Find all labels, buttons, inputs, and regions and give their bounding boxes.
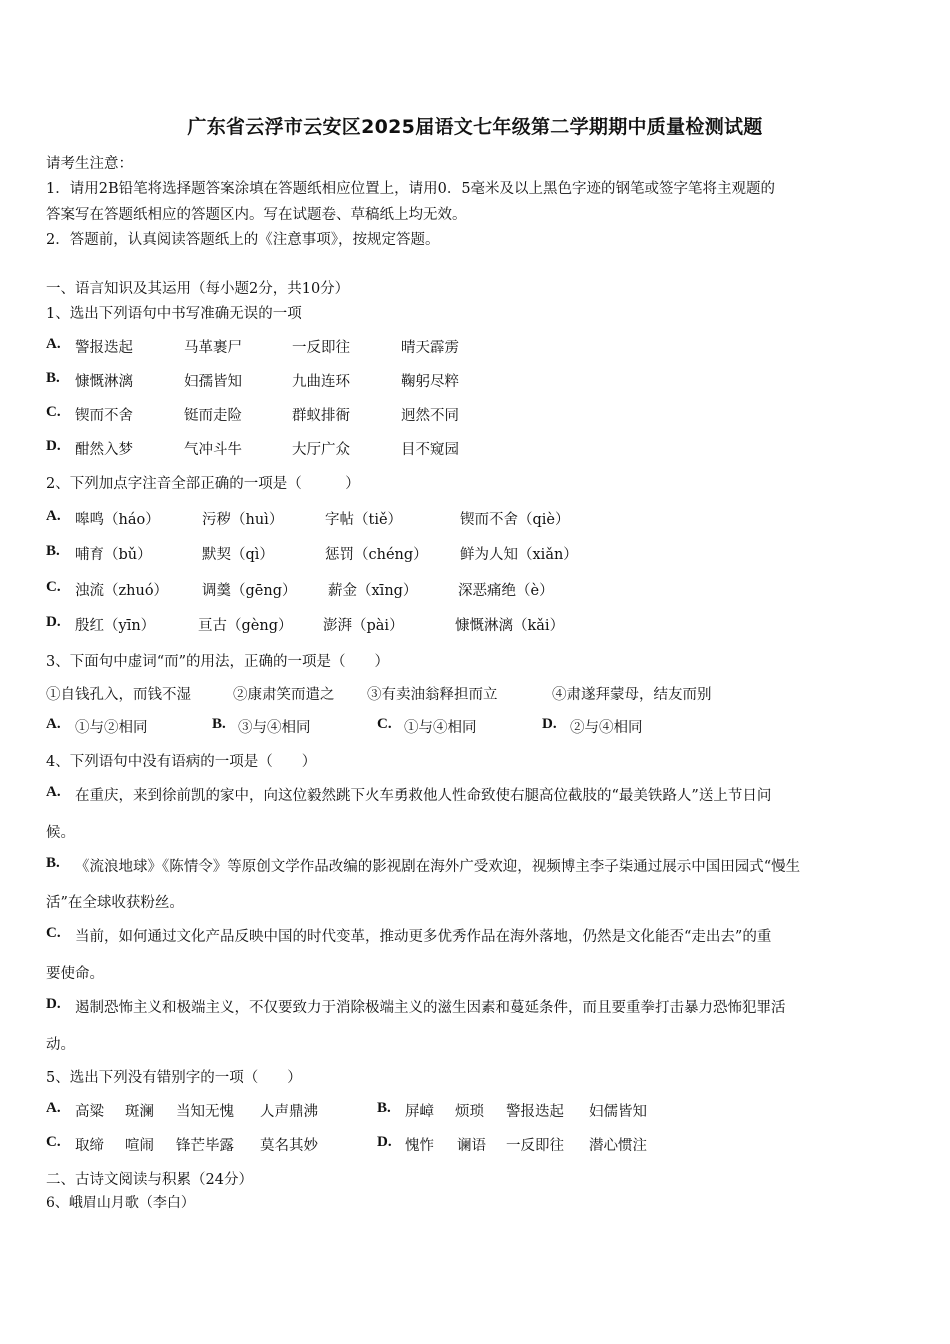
option-letter: D.: [377, 1134, 392, 1150]
option-letter: C.: [46, 1134, 61, 1150]
option-letter: D.: [46, 614, 61, 630]
option-letter: A.: [46, 1100, 61, 1116]
option-letter: B.: [377, 1100, 391, 1116]
question-4-option-a-line-1: 在重庆，来到徐前凯的家中，向这位毅然跳下火车勇救他人性命致使右腿高位截肢的“最美铁路人”送上节日问: [75, 788, 772, 804]
option-word: 当知无愧: [176, 1104, 234, 1120]
notice-line-2: 2．答题前，认真阅读答题纸上的《注意事项》，按规定答题。: [46, 232, 440, 248]
option-word: 妇儒皆知: [589, 1104, 647, 1120]
option-word: 潜心惯注: [589, 1138, 647, 1154]
question-1-stem: 1、选出下列语句中书写准确无误的一项: [46, 306, 302, 322]
question-4-option-c-line-2: 要使命。: [46, 966, 104, 982]
sentence-3: ③有卖油翁释担而立: [367, 687, 498, 703]
option-word: 取缔: [75, 1138, 104, 1154]
option-word: 愧怍: [405, 1138, 434, 1154]
option-word: 酣然入梦: [75, 442, 133, 458]
notice-heading: 请考生注意：: [46, 156, 133, 172]
option-letter: D.: [46, 996, 61, 1012]
question-6-stem: 6、峨眉山月歌（李白）: [46, 1195, 195, 1211]
option-letter: C.: [46, 579, 61, 595]
option-word: 九曲连环: [292, 374, 350, 390]
option-text: ①与②相同: [75, 720, 148, 736]
option-word: 斑澜: [125, 1104, 154, 1120]
option-word: 污秽（huì）: [202, 512, 284, 528]
section-heading-2: 二、古诗文阅读与积累（24分）: [46, 1172, 253, 1188]
option-word: 警报迭起: [75, 340, 133, 356]
option-word: 群蚁排衙: [292, 408, 350, 424]
option-word: 深恶痛绝（è）: [458, 583, 554, 599]
option-word: 一反即往: [506, 1138, 564, 1154]
question-4-option-d-line-2: 动。: [46, 1037, 75, 1053]
option-word: 气冲斗牛: [184, 442, 242, 458]
option-word: 莫名其妙: [260, 1138, 318, 1154]
option-word: 锲而不舍（qiè）: [460, 512, 570, 528]
question-2-stem: 2、下列加点字注音全部正确的一项是（ ）: [46, 476, 360, 492]
option-word: 谰语: [457, 1138, 486, 1154]
option-letter: A.: [46, 336, 61, 352]
question-5-stem: 5、选出下列没有错别字的一项（ ）: [46, 1070, 302, 1086]
option-word: 哺育（bǔ）: [75, 547, 152, 563]
sentence-4: ④肃遂拜蒙母，结友而别: [552, 687, 712, 703]
option-letter: B.: [46, 543, 60, 559]
option-word: 锲而不舍: [75, 408, 133, 424]
question-4-option-b-line-1: 《流浪地球》《陈情令》等原创文学作品改编的影视剧在海外广受欢迎，视频博主李子柒通过展示中国田园式“慢生: [75, 859, 801, 875]
notice-line-1b: 答案写在答题纸相应的答题区内。写在试题卷、草稿纸上均无效。: [46, 207, 467, 223]
option-word: 慷慨淋漓: [75, 374, 133, 390]
option-word: 澎湃（pài）: [323, 618, 404, 634]
option-letter: D.: [542, 716, 557, 732]
option-word: 迥然不同: [401, 408, 459, 424]
option-word: 喧闹: [125, 1138, 154, 1154]
option-word: 马革裹尸: [184, 340, 242, 356]
option-word: 殷红（yīn）: [75, 618, 156, 634]
option-letter: C.: [46, 404, 61, 420]
option-word: 惩罚（chéng）: [325, 547, 428, 563]
question-4-option-b-line-2: 活”在全球收获粉丝。: [46, 895, 184, 911]
option-letter: A.: [46, 716, 61, 732]
option-word: 亘古（gèng）: [198, 618, 293, 634]
option-word: 铤而走险: [184, 408, 242, 424]
option-word: 浊流（zhuó）: [75, 583, 169, 599]
option-word: 人声鼎沸: [260, 1104, 318, 1120]
option-letter: B.: [46, 370, 60, 386]
option-letter: D.: [46, 438, 61, 454]
option-word: 妇孺皆知: [184, 374, 242, 390]
option-word: 慷慨淋漓（kǎi）: [455, 618, 565, 634]
question-4-option-d-line-1: 遏制恐怖主义和极端主义，不仅要致力于消除极端主义的滋生因素和蔓延条件，而且要重拳打击暴力恐怖犯罪活: [75, 1000, 786, 1016]
option-letter: A.: [46, 508, 61, 524]
option-word: 屏嶂: [405, 1104, 434, 1120]
option-word: 鞠躬尽粹: [401, 374, 459, 390]
sentence-1: ①自钱孔入，而钱不湿: [46, 687, 191, 703]
option-letter: A.: [46, 784, 61, 800]
option-word: 高粱: [75, 1104, 104, 1120]
section-heading-1: 一、语言知识及其运用（每小题2分，共10分）: [46, 281, 350, 297]
option-word: 薪金（xīng）: [328, 583, 418, 599]
option-word: 默契（qì）: [202, 547, 274, 563]
question-4-option-c-line-1: 当前，如何通过文化产品反映中国的时代变革，推动更多优秀作品在海外落地，仍然是文化能否“走出去”的重: [75, 929, 772, 945]
question-3-stem: 3、下面句中虚词“而”的用法，正确的一项是（ ）: [46, 654, 390, 670]
option-word: 调羹（gēng）: [202, 583, 297, 599]
option-word: 晴天霹雳: [401, 340, 459, 356]
sentence-2: ②康肃笑而遣之: [233, 687, 335, 703]
option-word: 烦琐: [455, 1104, 484, 1120]
option-word: 警报迭起: [506, 1104, 564, 1120]
option-word: 字帖（tiě）: [325, 512, 403, 528]
option-word: 嗥鸣（háo）: [75, 512, 160, 528]
option-letter: C.: [377, 716, 392, 732]
question-4-stem: 4、下列语句中没有语病的一项是（ ）: [46, 754, 317, 770]
option-letter: C.: [46, 925, 61, 941]
option-word: 大厅广众: [292, 442, 350, 458]
option-text: ②与④相同: [570, 720, 643, 736]
option-word: 目不窥园: [401, 442, 459, 458]
option-word: 一反即往: [292, 340, 350, 356]
page-title: 广东省云浮市云安区2025届语文七年级第二学期期中质量检测试题: [187, 116, 763, 138]
option-letter: B.: [46, 855, 60, 871]
option-text: ①与④相同: [404, 720, 477, 736]
notice-line-1: 1．请用2B铅笔将选择题答案涂填在答题纸相应位置上，请用0．5毫米及以上黑色字迹的钢笔或签字笔将主观题的: [46, 181, 776, 197]
option-letter: B.: [212, 716, 226, 732]
question-4-option-a-line-2: 候。: [46, 825, 75, 841]
option-word: 鲜为人知（xiǎn）: [460, 547, 578, 563]
option-text: ③与④相同: [238, 720, 311, 736]
option-word: 锋芒毕露: [176, 1138, 234, 1154]
